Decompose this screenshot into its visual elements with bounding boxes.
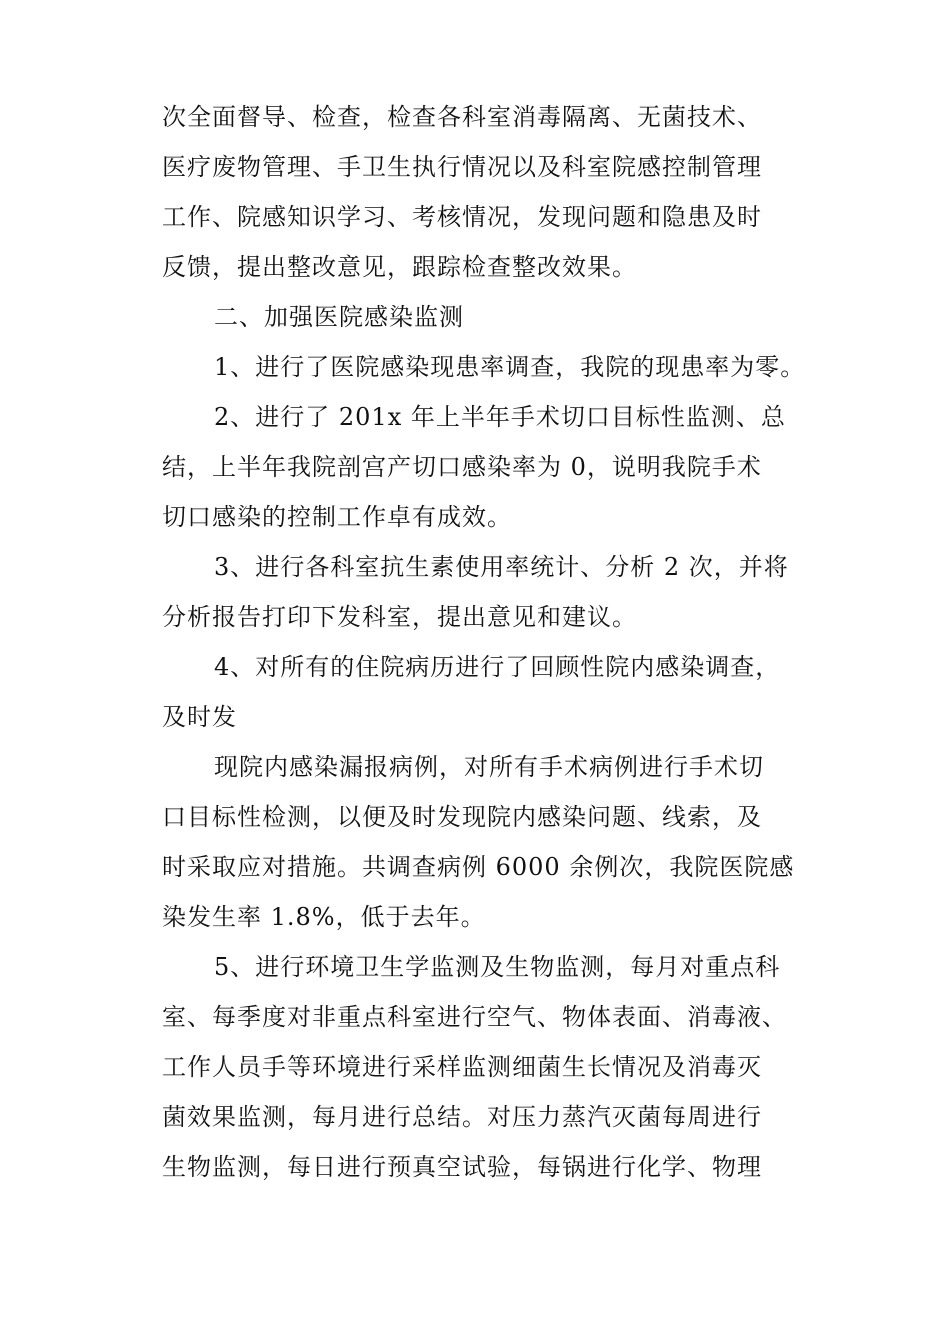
text-line: 医疗废物管理、手卫生执行情况以及科室院感控制管理 [162,153,762,181]
text-line: 4、对所有的住院病历进行了回顾性院内感染调查， [214,653,781,681]
document-body [162,92,812,1192]
text-line: 染发生率 1.8%，低于去年。 [162,903,486,931]
text-line: 切口感染的控制工作卓有成效。 [162,503,512,531]
text-line: 室、每季度对非重点科室进行空气、物体表面、消毒液、 [162,1003,787,1031]
text-line: 2、进行了 201x 年上半年手术切口目标性监测、总 [214,403,786,431]
text-line: 分析报告打印下发科室，提出意见和建议。 [162,603,637,631]
text-line: 菌效果监测，每月进行总结。对压力蒸汽灭菌每周进行 [162,1103,762,1131]
text-line: 及时发 [162,703,237,731]
text-line: 次全面督导、检查，检查各科室消毒隔离、无菌技术、 [162,103,762,131]
text-line: 结，上半年我院剖宫产切口感染率为 0，说明我院手术 [162,453,762,481]
text-line: 5、进行环境卫生学监测及生物监测，每月对重点科 [214,953,781,981]
text-line: 现院内感染漏报病例，对所有手术病例进行手术切 [214,753,764,781]
text-line: 3、进行各科室抗生素使用率统计、分析 2 次，并将 [214,553,789,581]
text-line: 二、加强医院感染监测 [214,303,464,331]
text-line: 口目标性检测，以便及时发现院内感染问题、线索，及 [162,803,762,831]
text-line: 工作人员手等环境进行采样监测细菌生长情况及消毒灭 [162,1053,762,1081]
text-line: 工作、院感知识学习、考核情况，发现问题和隐患及时 [162,203,762,231]
text-line: 1、进行了医院感染现患率调查，我院的现患率为零。 [214,353,806,381]
text-line: 时采取应对措施。共调查病例 6000 余例次，我院医院感 [162,853,795,881]
text-line: 生物监测，每日进行预真空试验，每锅进行化学、物理 [162,1153,762,1181]
text-line: 反馈，提出整改意见，跟踪检查整改效果。 [162,253,637,281]
